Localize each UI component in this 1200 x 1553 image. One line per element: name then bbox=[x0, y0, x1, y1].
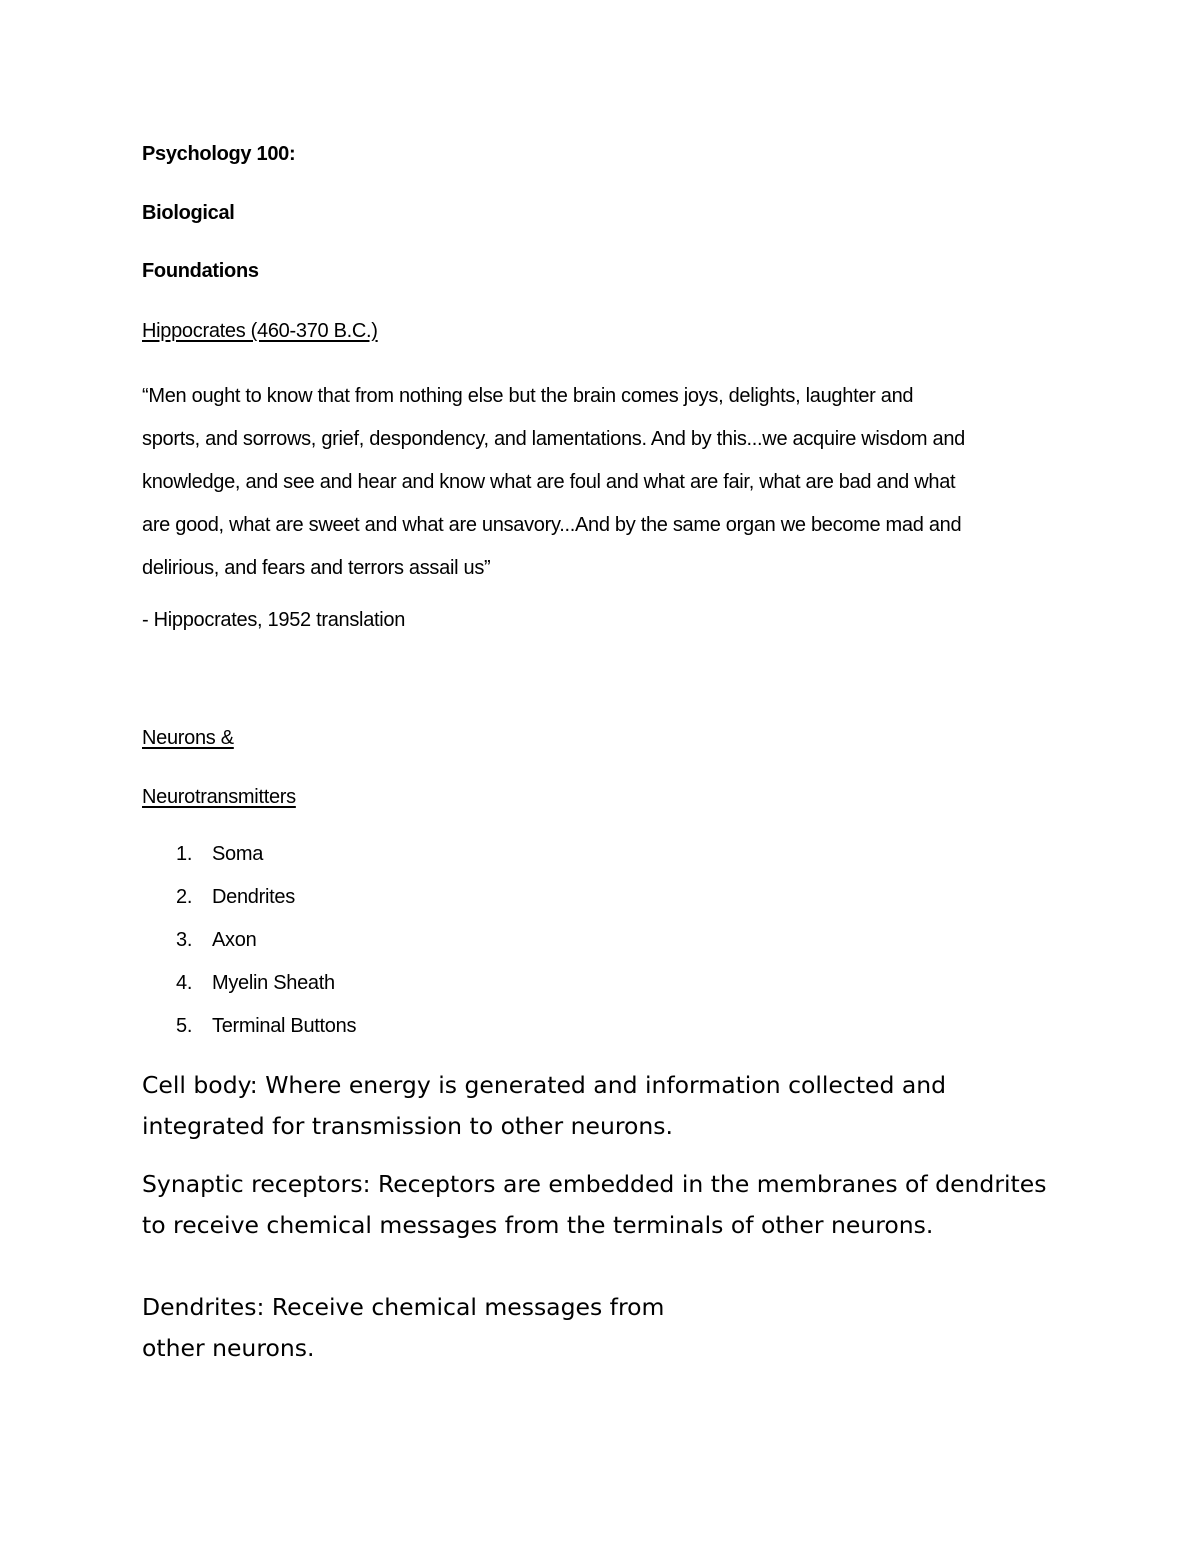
title-line-2: Biological bbox=[142, 202, 235, 224]
list-number: 5. bbox=[176, 1015, 193, 1037]
list-text: Dendrites bbox=[212, 886, 295, 908]
list-number: 4. bbox=[176, 972, 193, 994]
list-number: 3. bbox=[176, 929, 193, 951]
quote-line: knowledge, and see and hear and know what are foul and what are fair, what are bad and what bbox=[142, 471, 956, 493]
neurons-heading-line-1: Neurons & bbox=[142, 727, 234, 749]
list-number: 1. bbox=[176, 843, 193, 865]
synaptic-receptors-definition bbox=[142, 1164, 1046, 1246]
dendrites-definition bbox=[142, 1287, 664, 1369]
list-text: Axon bbox=[212, 929, 257, 951]
list-number: 2. bbox=[176, 886, 193, 908]
definition-line: other neurons. bbox=[142, 1334, 315, 1362]
quote-line: “Men ought to know that from nothing else but the brain comes joys, delights, laughter and bbox=[142, 385, 914, 407]
title-line-3: Foundations bbox=[142, 260, 259, 282]
definition-line: Dendrites: Receive chemical messages from bbox=[142, 1293, 665, 1321]
list-text: Myelin Sheath bbox=[212, 972, 335, 994]
list-text: Soma bbox=[212, 843, 264, 865]
neurons-heading-line-2: Neurotransmitters bbox=[142, 786, 296, 808]
definition-line: Synaptic receptors: Receptors are embedded in the membranes of dendrites bbox=[142, 1170, 1047, 1198]
cell-body-definition bbox=[142, 1065, 946, 1147]
definition-line: Cell body: Where energy is generated and information collected and bbox=[142, 1071, 947, 1099]
quote-line: are good, what are sweet and what are unsavory...And by the same organ we become mad and bbox=[142, 514, 962, 536]
hippocrates-heading: Hippocrates (460-370 B.C.) bbox=[142, 320, 378, 342]
quote-attribution: - Hippocrates, 1952 translation bbox=[142, 609, 406, 631]
definition-line: integrated for transmission to other neurons. bbox=[142, 1112, 674, 1140]
definition-line: to receive chemical messages from the terminals of other neurons. bbox=[142, 1211, 934, 1239]
hippocrates-quote bbox=[142, 375, 1072, 590]
quote-line: delirious, and fears and terrors assail us” bbox=[142, 557, 491, 579]
list-text: Terminal Buttons bbox=[212, 1015, 357, 1037]
quote-line: sports, and sorrows, grief, despondency, and lamentations. And by this...we acquire wisdom and bbox=[142, 428, 966, 450]
title-line-1: Psychology 100: bbox=[142, 143, 296, 165]
